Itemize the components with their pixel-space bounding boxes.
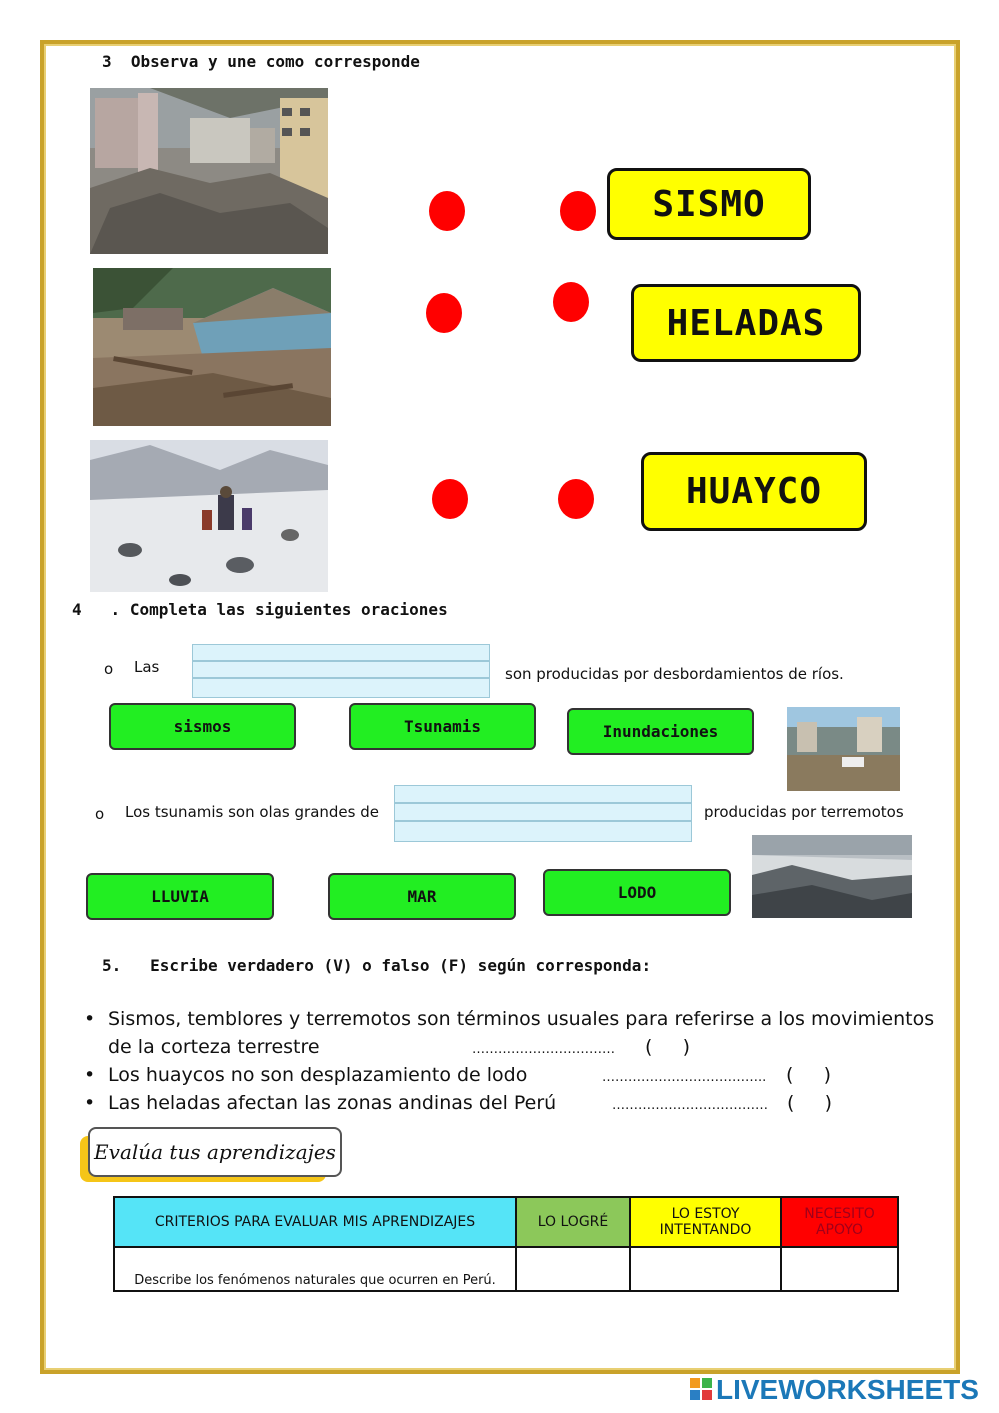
earthquake-photo bbox=[90, 88, 328, 254]
vf-item-2: Los huaycos no son desplazamiento de lodo bbox=[108, 1064, 528, 1086]
option-inundaciones[interactable]: Inundaciones bbox=[567, 708, 754, 755]
evalua-banner-text: Evalúa tus aprendizajes bbox=[94, 1140, 336, 1164]
word-huayco: HUAYCO bbox=[685, 471, 823, 512]
sentence1-before: Las bbox=[134, 658, 160, 676]
vf-answer-2[interactable]: ( ) bbox=[786, 1064, 832, 1086]
sentence2-after: producidas por terremotos bbox=[704, 803, 904, 821]
header-criterios: CRITERIOS PARA EVALUAR MIS APRENDIZAJES bbox=[114, 1197, 516, 1247]
bullet-1: o bbox=[104, 660, 114, 678]
section5-heading: 5. Escribe verdadero (V) o falso (F) según corresponda: bbox=[102, 956, 652, 975]
word-box-heladas bbox=[631, 284, 861, 362]
header-necesito-apoyo: NECESITO APOYO bbox=[781, 1197, 898, 1247]
option-lluvia[interactable]: LLUVIA bbox=[86, 873, 274, 920]
flood-photo bbox=[787, 707, 900, 791]
vf-item-2-dots: ……………………………….. bbox=[602, 1070, 767, 1085]
section4-heading: 4 . Completa las siguientes oraciones bbox=[72, 600, 448, 619]
vf-answer-1[interactable]: ( ) bbox=[645, 1036, 691, 1058]
section3-heading: 3 Observa y une como corresponde bbox=[102, 52, 420, 71]
drop-zone-2[interactable] bbox=[394, 785, 692, 842]
vf-item-1-line1: Sismos, temblores y terremotos son términos usuales para referirse a los movimientos bbox=[108, 1008, 935, 1030]
evaluation-table bbox=[113, 1196, 899, 1292]
vf-item-1-line2: de la corteza terrestre bbox=[108, 1036, 320, 1058]
word-box-huayco bbox=[641, 452, 867, 531]
option-mar[interactable]: MAR bbox=[328, 873, 516, 920]
option-sismos[interactable]: sismos bbox=[109, 703, 296, 750]
criterion-cell: Describe los fenómenos naturales que ocurren en Perú. bbox=[114, 1247, 516, 1291]
liveworksheets-logo-icon bbox=[690, 1378, 712, 1400]
vf-bullet-2: • bbox=[84, 1064, 96, 1086]
cell-necesito-apoyo[interactable] bbox=[781, 1247, 898, 1291]
watermark: LIVEWORKSHEETS bbox=[716, 1374, 979, 1405]
word-heladas: HELADAS bbox=[666, 302, 826, 344]
vf-bullet-1: • bbox=[84, 1008, 96, 1030]
evalua-banner bbox=[88, 1127, 342, 1177]
header-lo-logre: LO LOGRÉ bbox=[516, 1197, 630, 1247]
cell-lo-logre[interactable] bbox=[516, 1247, 630, 1291]
vf-bullet-3: • bbox=[84, 1092, 96, 1114]
huayco-photo bbox=[93, 268, 331, 426]
header-lo-estoy-intentando: LO ESTOY INTENTANDO bbox=[630, 1197, 781, 1247]
vf-item-3: Las heladas afectan las zonas andinas del Perú bbox=[108, 1092, 557, 1114]
sentence2-before: Los tsunamis son olas grandes de bbox=[125, 803, 379, 821]
option-tsunamis[interactable]: Tsunamis bbox=[349, 703, 536, 750]
cell-lo-estoy-intentando[interactable] bbox=[630, 1247, 781, 1291]
vf-answer-3[interactable]: ( ) bbox=[787, 1092, 833, 1114]
drop-zone-1[interactable] bbox=[192, 644, 490, 698]
match-dot-left-3[interactable] bbox=[432, 479, 468, 519]
vf-item-1-dots: …………………………… bbox=[472, 1042, 615, 1057]
match-dot-right-2[interactable] bbox=[553, 282, 589, 322]
match-dot-right-1[interactable] bbox=[560, 191, 596, 231]
vf-item-3-dots: ……………………………… bbox=[612, 1098, 768, 1113]
match-dot-left-1[interactable] bbox=[429, 191, 465, 231]
frost-photo bbox=[90, 440, 328, 592]
word-box-sismo bbox=[607, 168, 811, 240]
match-dot-left-2[interactable] bbox=[426, 293, 462, 333]
bullet-2: o bbox=[95, 805, 105, 823]
sentence1-after: son producidas por desbordamientos de ríos. bbox=[505, 665, 844, 683]
tsunami-photo bbox=[752, 835, 912, 918]
word-sismo: SISMO bbox=[652, 183, 766, 225]
match-dot-right-3[interactable] bbox=[558, 479, 594, 519]
option-lodo[interactable]: LODO bbox=[543, 869, 731, 916]
